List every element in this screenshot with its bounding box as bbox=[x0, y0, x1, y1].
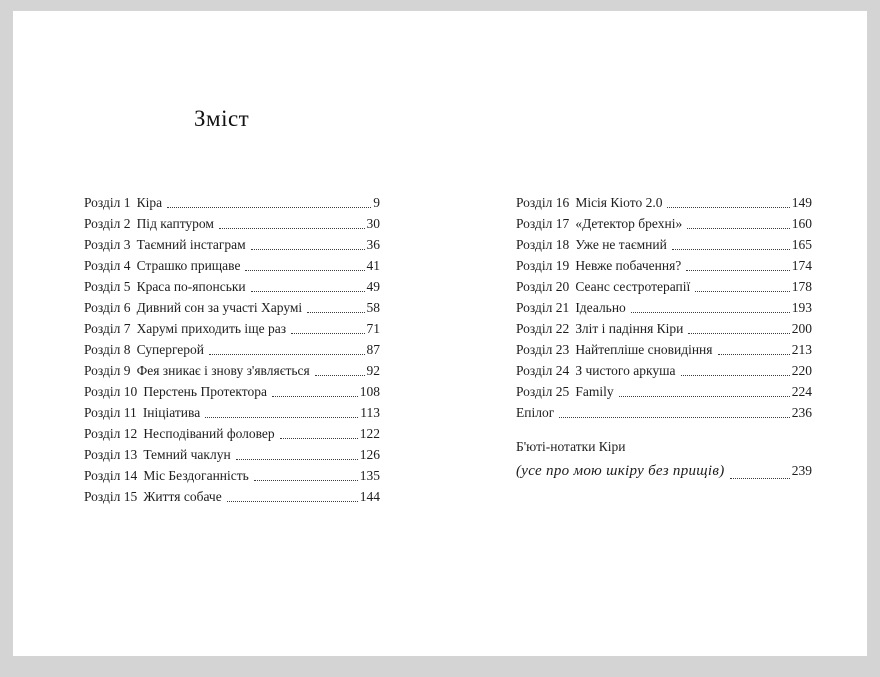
chapter-label: Розділ 17 bbox=[516, 216, 570, 231]
chapter-label: Розділ 19 bbox=[516, 258, 570, 273]
chapter-label: Розділ 23 bbox=[516, 342, 570, 357]
chapter-label: Розділ 2 bbox=[84, 216, 131, 231]
chapter-title: Перстень Протектора bbox=[143, 384, 268, 399]
dot-leader bbox=[267, 381, 360, 402]
toc-entry bbox=[84, 444, 380, 465]
page-number: 193 bbox=[791, 300, 812, 315]
page-number: 149 bbox=[791, 195, 812, 210]
toc-entry bbox=[84, 213, 380, 234]
chapter-label: Розділ 21 bbox=[516, 300, 570, 315]
chapter-label: Розділ 10 bbox=[84, 384, 138, 399]
chapter-title: Несподіваний фоловер bbox=[143, 426, 275, 441]
toc-right-rows bbox=[516, 192, 812, 423]
chapter-label: Розділ 11 bbox=[84, 405, 137, 420]
toc-entry bbox=[84, 255, 380, 276]
dot-leader bbox=[249, 465, 360, 486]
toc-column-right bbox=[516, 192, 812, 507]
toc-entry bbox=[84, 192, 380, 213]
toc-entry bbox=[516, 318, 812, 339]
toc-entry bbox=[84, 486, 380, 507]
page-number: 30 bbox=[366, 216, 380, 231]
chapter-label: Розділ 6 bbox=[84, 300, 131, 315]
toc-column-left bbox=[84, 192, 380, 507]
dot-leader bbox=[713, 339, 792, 360]
appendix-section bbox=[516, 436, 812, 484]
chapter-label: Розділ 14 bbox=[84, 468, 138, 483]
dot-leader bbox=[302, 297, 366, 318]
chapter-title: Міс Бездоганність bbox=[143, 468, 249, 483]
toc-entry bbox=[516, 234, 812, 255]
chapter-title: З чистого аркуша bbox=[575, 363, 676, 378]
chapter-title: Дивний сон за участі Харумі bbox=[136, 300, 303, 315]
chapter-label: Розділ 15 bbox=[84, 489, 138, 504]
page-number: 174 bbox=[791, 258, 812, 273]
appendix-heading: Б'юті-нотатки Кіри bbox=[516, 439, 626, 454]
page-number: 236 bbox=[791, 405, 812, 420]
appendix-entry bbox=[516, 458, 812, 484]
page-number: 213 bbox=[791, 342, 812, 357]
chapter-title: Страшко прищаве bbox=[136, 258, 241, 273]
chapter-title: Краса по-японськи bbox=[136, 279, 246, 294]
toc-entry bbox=[516, 255, 812, 276]
toc-entry bbox=[84, 465, 380, 486]
page-number: 92 bbox=[366, 363, 380, 378]
dot-leader bbox=[725, 458, 792, 484]
toc-entry bbox=[84, 276, 380, 297]
dot-leader bbox=[231, 444, 360, 465]
toc-entry bbox=[516, 360, 812, 381]
page-number: 36 bbox=[366, 237, 380, 252]
chapter-label: Розділ 20 bbox=[516, 279, 570, 294]
dot-leader bbox=[683, 318, 791, 339]
chapter-title: Ідеально bbox=[575, 300, 626, 315]
page-number: 144 bbox=[359, 489, 380, 504]
dot-leader bbox=[676, 360, 792, 381]
toc-entry bbox=[84, 297, 380, 318]
dot-leader bbox=[682, 213, 792, 234]
chapter-title: Фея зникає і знову з'являється bbox=[136, 363, 310, 378]
chapter-label: Розділ 7 bbox=[84, 321, 131, 336]
page-number: 113 bbox=[360, 405, 380, 420]
page-number: 9 bbox=[373, 195, 380, 210]
toc-entry bbox=[516, 192, 812, 213]
chapter-label: Розділ 9 bbox=[84, 363, 131, 378]
page-number: 41 bbox=[366, 258, 380, 273]
toc-entry bbox=[516, 402, 812, 423]
dot-leader bbox=[662, 192, 791, 213]
chapter-title: Сеанс сестротерапії bbox=[575, 279, 691, 294]
chapter-label: Розділ 3 bbox=[84, 237, 131, 252]
chapter-label: Розділ 22 bbox=[516, 321, 570, 336]
page-number: 58 bbox=[366, 300, 380, 315]
chapter-title: Епілог bbox=[516, 405, 555, 420]
chapter-title: Невже побачення? bbox=[575, 258, 682, 273]
chapter-label: Розділ 5 bbox=[84, 279, 131, 294]
dot-leader bbox=[200, 402, 360, 423]
chapter-title: Супергерой bbox=[136, 342, 205, 357]
page-title: Зміст bbox=[194, 106, 250, 131]
dot-leader bbox=[690, 276, 791, 297]
toc-entry bbox=[84, 381, 380, 402]
dot-leader bbox=[204, 339, 366, 360]
appendix-subtitle: (усе про мою шкіру без прищів) bbox=[516, 463, 725, 479]
book-page bbox=[13, 11, 867, 656]
dot-leader bbox=[275, 423, 360, 444]
chapter-label: Розділ 25 bbox=[516, 384, 570, 399]
chapter-title: Темний чаклун bbox=[143, 447, 231, 462]
chapter-label: Розділ 4 bbox=[84, 258, 131, 273]
chapter-label: Розділ 16 bbox=[516, 195, 570, 210]
chapter-label: Розділ 13 bbox=[84, 447, 138, 462]
toc-entry bbox=[516, 381, 812, 402]
page-number: 135 bbox=[359, 468, 380, 483]
page-number: 220 bbox=[791, 363, 812, 378]
chapter-title: Під каптуром bbox=[136, 216, 214, 231]
page-number: 49 bbox=[366, 279, 380, 294]
chapter-title: «Детектор брехні» bbox=[575, 216, 683, 231]
toc-columns bbox=[84, 192, 812, 507]
dot-leader bbox=[214, 213, 367, 234]
toc-entry bbox=[84, 318, 380, 339]
page-number: 178 bbox=[791, 279, 812, 294]
chapter-title: Життя собаче bbox=[143, 489, 222, 504]
dot-leader bbox=[246, 234, 367, 255]
toc-entry bbox=[84, 234, 380, 255]
page-number: 239 bbox=[791, 463, 812, 478]
toc-entry bbox=[84, 360, 380, 381]
dot-leader bbox=[222, 486, 360, 507]
page-number: 122 bbox=[359, 426, 380, 441]
chapter-title: Харумі приходить іще раз bbox=[136, 321, 287, 336]
dot-leader bbox=[626, 297, 792, 318]
dot-leader bbox=[681, 255, 791, 276]
chapter-title: Уже не таємний bbox=[575, 237, 667, 252]
chapter-title: Ініціатива bbox=[142, 405, 201, 420]
chapter-label: Розділ 1 bbox=[84, 195, 131, 210]
toc-entry bbox=[516, 339, 812, 360]
toc-entry bbox=[516, 276, 812, 297]
chapter-label: Розділ 8 bbox=[84, 342, 131, 357]
dot-leader bbox=[246, 276, 367, 297]
page-number: 200 bbox=[791, 321, 812, 336]
toc-entry bbox=[516, 297, 812, 318]
chapter-title: Кіра bbox=[136, 195, 163, 210]
dot-leader bbox=[554, 402, 792, 423]
chapter-title: Family bbox=[575, 384, 614, 399]
dot-leader bbox=[286, 318, 366, 339]
toc-entry bbox=[84, 339, 380, 360]
chapter-label: Розділ 12 bbox=[84, 426, 138, 441]
page-number: 165 bbox=[791, 237, 812, 252]
dot-leader bbox=[614, 381, 792, 402]
chapter-label: Розділ 18 bbox=[516, 237, 570, 252]
dot-leader bbox=[667, 234, 792, 255]
page-number: 71 bbox=[366, 321, 380, 336]
chapter-label: Розділ 24 bbox=[516, 363, 570, 378]
chapter-title: Зліт і падіння Кіри bbox=[575, 321, 684, 336]
chapter-title: Найтепліше сновидіння bbox=[575, 342, 713, 357]
chapter-title: Місія Кіото 2.0 bbox=[575, 195, 663, 210]
page-number: 224 bbox=[791, 384, 812, 399]
chapter-title: Таємний інстаграм bbox=[136, 237, 246, 252]
dot-leader bbox=[240, 255, 366, 276]
toc-entry bbox=[84, 402, 380, 423]
page-number: 160 bbox=[791, 216, 812, 231]
page-number: 108 bbox=[359, 384, 380, 399]
dot-leader bbox=[162, 192, 373, 213]
toc-entry bbox=[84, 423, 380, 444]
toc-entry bbox=[516, 213, 812, 234]
dot-leader bbox=[310, 360, 367, 381]
page-number: 126 bbox=[359, 447, 380, 462]
page-number: 87 bbox=[366, 342, 380, 357]
